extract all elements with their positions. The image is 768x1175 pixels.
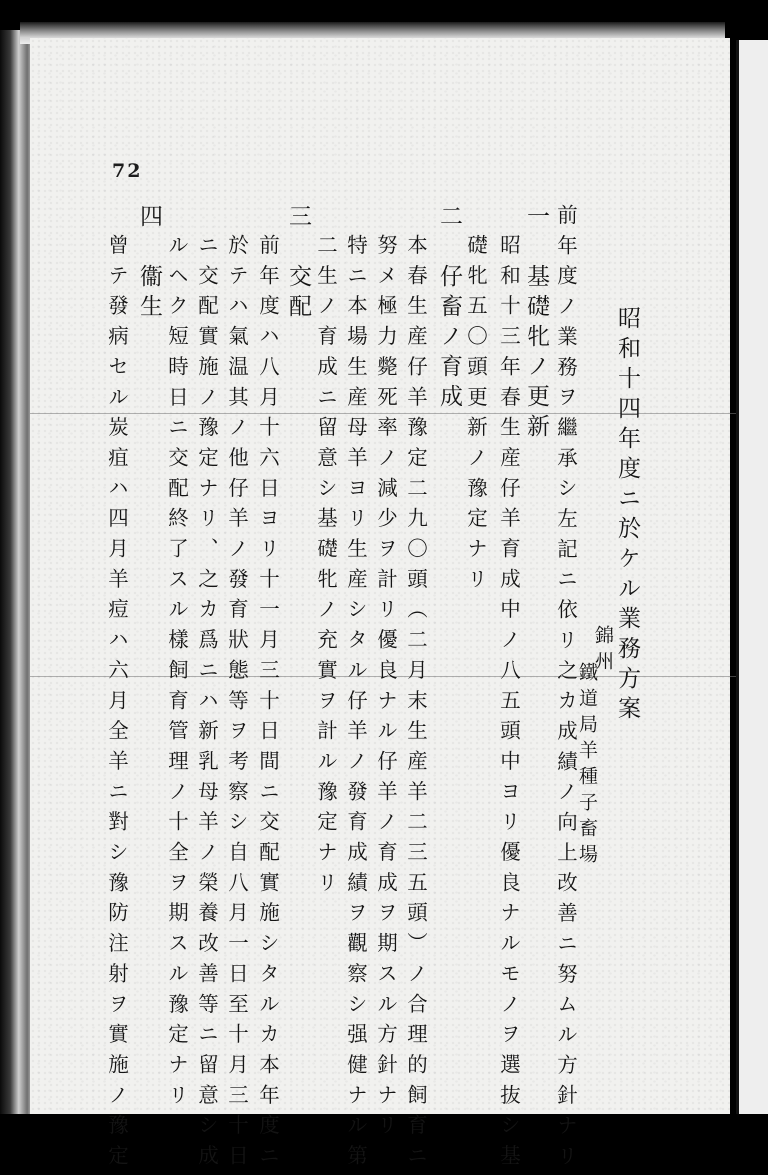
book-binding-edge	[0, 30, 34, 1114]
body-line: 二生ノ育成ニ留意シ基礎牝ノ充實ヲ計ル豫定ナリ	[313, 234, 338, 902]
body-line: 前年度ノ業務ヲ繼承シ左記ニ依リ之カ成績ノ向上改善ニ努ムル方針ナリ	[553, 204, 578, 1175]
page-number: 72	[112, 160, 143, 182]
body-line: 礎牝五〇頭更新ノ豫定ナリ	[463, 234, 488, 599]
section-heading: 三 交配	[285, 204, 311, 324]
section-heading: 四 衞生	[136, 204, 162, 324]
section-heading: 二 仔畜ノ育成	[436, 204, 462, 414]
body-line: 努メ極力斃死率ノ減少ヲ計リ優良ナル仔羊ノ育成ヲ期スル方針ナリ	[373, 234, 398, 1145]
author-line-2: 鐵道局羊種子畜場	[576, 662, 598, 870]
body-line: ニ交配實施ノ豫定ナリ、之カ爲ニハ新乳母羊ノ榮養改善等ニ留意シ成	[194, 234, 219, 1175]
body-line: 前年度ハ八月十六日ヨリ十一月三十日間ニ交配實施シタルカ本年度ニ	[255, 234, 280, 1175]
body-line: 於テハ氣温其ノ他仔羊ノ發育狀態等ヲ考察シ自八月一日至十月三十日	[224, 234, 249, 1175]
adjacent-page-edge	[736, 40, 768, 1114]
body-line: 昭和十三年春生産仔羊育成中ノ八五頭中ヨリ優良ナルモノヲ選抜シ基	[496, 234, 521, 1175]
document-title: 昭和十四年度ニ於ケル業務方案	[614, 306, 640, 726]
body-line: 特ニ本場生産母羊ヨリ生産シタル仔羊ノ發育成績ヲ觀察シ强健ナル第	[343, 234, 368, 1175]
author-line-1: 錦州	[592, 625, 614, 677]
body-line: ルヘク短時日ニ交配終了スル樣飼育管理ノ十全ヲ期スル豫定ナリ	[164, 234, 189, 1115]
body-line: 本春生産仔羊豫定二九〇頭（二月末生産羊二三五頭）ノ合理的飼育ニ	[403, 234, 428, 1175]
body-line: 曾テ發病セル炭疽ハ四月羊痘ハ六月全羊ニ對シ豫防注射ヲ實施ノ豫定	[104, 234, 129, 1175]
section-heading: 一 基礎牝ノ更新	[523, 204, 549, 444]
